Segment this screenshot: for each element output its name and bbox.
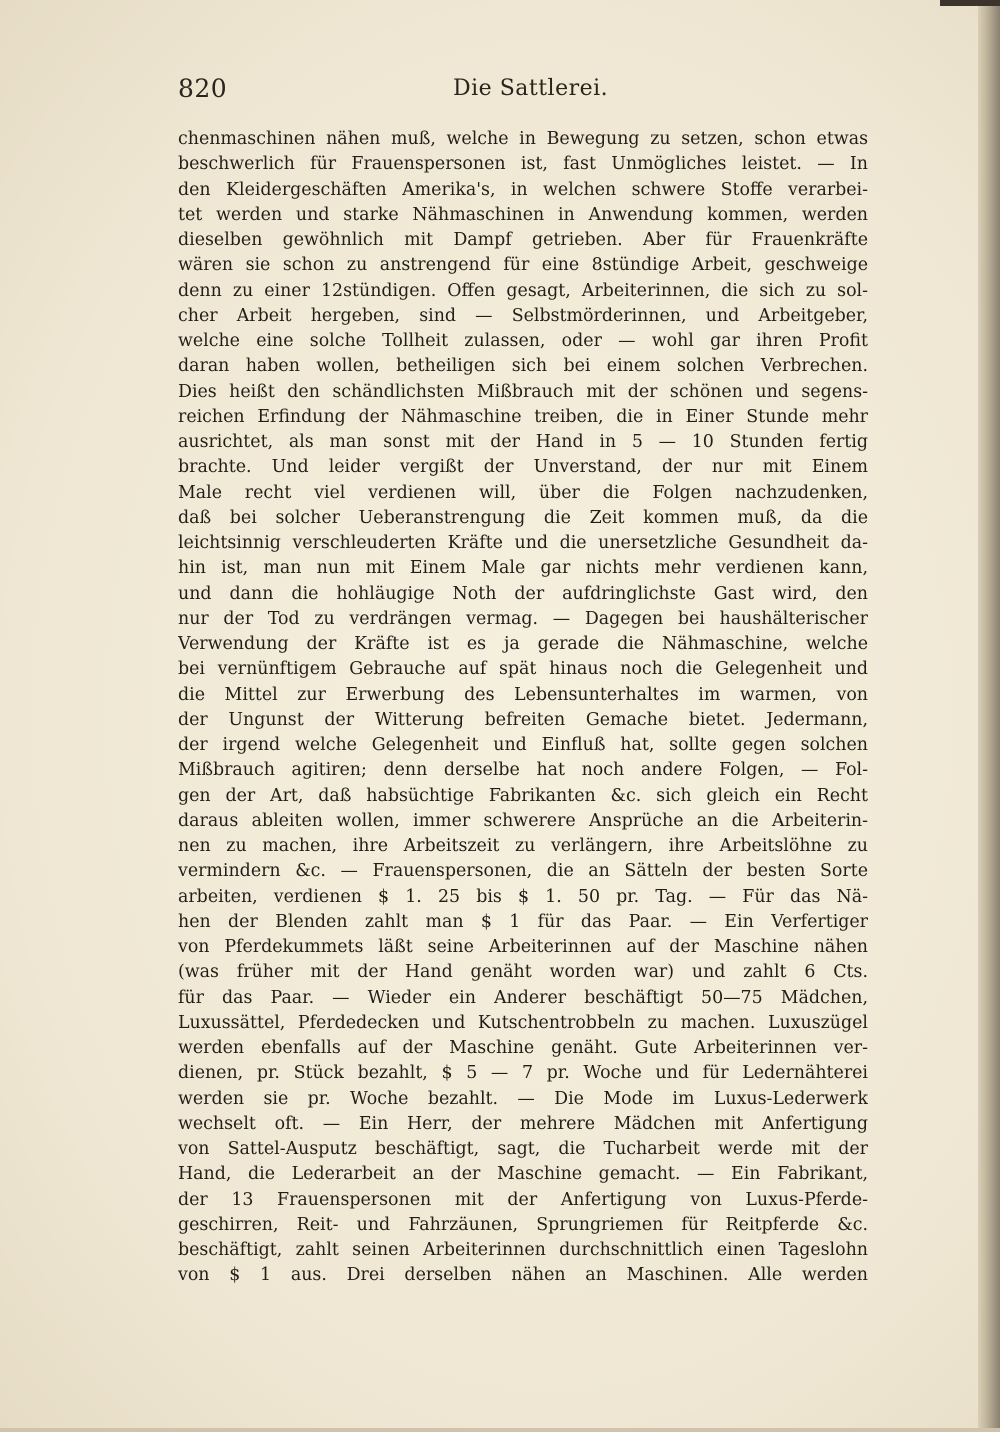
text-line: cher Arbeit hergeben, sind — Selbstmörderinnen, und Arbeitgeber, xyxy=(178,305,868,326)
text-line: welche eine solche Tollheit zulassen, oder — wohl gar ihren Profit xyxy=(178,331,868,351)
text-line: für das Paar. — Wieder ein Anderer beschäftigt 50—75 Mädchen, xyxy=(178,987,868,1008)
text-line: nen zu machen, ihre Arbeitszeit zu verlängern, ihre Arbeitslöhne zu xyxy=(178,836,868,856)
text-line: gen der Art, daß habsüchtige Fabrikanten &c. sich gleich ein Recht xyxy=(178,785,868,806)
text-line: geschirren, Reit- und Fahrzäunen, Sprungriemen für Reitpferde &c. xyxy=(178,1214,868,1235)
text-line: wären sie schon zu anstrengend für eine 8stündige Arbeit, geschweige xyxy=(178,255,868,276)
text-line: und dann die hohläugige Noth der aufdringlichste Gast wird, den xyxy=(178,583,868,604)
text-line: tet werden und starke Nähmaschinen in Anwendung kommen, werden xyxy=(178,204,868,225)
page-header xyxy=(178,74,868,114)
running-title: Die Sattlerei. xyxy=(453,76,609,101)
text-line: brachte. Und leider vergißt der Unverstand, der nur mit Einem xyxy=(178,457,868,478)
body-text xyxy=(178,127,868,1289)
text-line: daß bei solcher Ueberanstrengung die Zeit kommen muß, da die xyxy=(178,507,868,528)
text-line: daran haben wollen, betheiligen sich bei einem solchen Verbrechen. xyxy=(178,356,868,377)
text-line: dienen, pr. Stück bezahlt, $ 5 — 7 pr. Woche und für Ledernähterei xyxy=(178,1063,868,1084)
text-line: hin ist, man nun mit Einem Male gar nichts mehr verdienen kann, xyxy=(178,558,868,579)
text-line: werden ebenfalls auf der Maschine genäht. Gute Arbeiterinnen ver- xyxy=(178,1038,868,1058)
text-line: wechselt oft. — Ein Herr, der mehrere Mädchen mit Anfertigung xyxy=(178,1113,868,1134)
text-line: von Pferdekummets läßt seine Arbeiterinnen auf der Maschine nähen xyxy=(178,937,868,957)
text-line: beschwerlich für Frauenspersonen ist, fast Unmögliches leistet. — In xyxy=(178,154,868,175)
text-line: von Sattel-Ausputz beschäftigt, sagt, die Tucharbeit werde mit der xyxy=(178,1139,868,1159)
text-line: Verwendung der Kräfte ist es ja gerade die Nähmaschine, welche xyxy=(178,634,868,654)
text-line: Hand, die Lederarbeit an der Maschine gemacht. — Ein Fabrikant, xyxy=(178,1164,868,1185)
text-line: den Kleidergeschäften Amerika's, in welchen schwere Stoffe verarbei- xyxy=(178,179,868,200)
text-line: arbeiten, verdienen $ 1. 25 bis $ 1. 50 pr. Tag. — Für das Nä- xyxy=(178,886,868,907)
page-number: 820 xyxy=(178,74,228,103)
text-line: Luxussättel, Pferdedecken und Kutschentrobbeln zu machen. Luxuszügel xyxy=(178,1012,868,1033)
text-line: ausrichtet, als man sonst mit der Hand in 5 — 10 Stunden fertig xyxy=(178,432,868,452)
text-line: Dies heißt den schändlichsten Mißbrauch mit der schönen und segens- xyxy=(178,381,868,402)
text-line: nur der Tod zu verdrängen vermag. — Dagegen bei haushälterischer xyxy=(178,608,868,629)
text-line: dieselben gewöhnlich mit Dampf getrieben. Aber für Frauenkräfte xyxy=(178,230,868,250)
text-line: hen der Blenden zahlt man $ 1 für das Paar. — Ein Verfertiger xyxy=(178,911,868,932)
text-line: der 13 Frauenspersonen mit der Anfertigung von Luxus-Pferde- xyxy=(178,1189,868,1210)
text-line: denn zu einer 12stündigen. Offen gesagt, Arbeiterinnen, die sich zu sol- xyxy=(178,280,868,301)
text-line: bei vernünftigem Gebrauche auf spät hinaus noch die Gelegenheit und xyxy=(178,659,868,680)
page-edge-mark xyxy=(940,0,1000,6)
text-line: daraus ableiten wollen, immer schwerere Ansprüche an die Arbeiterin- xyxy=(178,810,868,831)
text-line: (was früher mit der Hand genäht worden war) und zahlt 6 Cts. xyxy=(178,962,868,983)
text-line: Mißbrauch agitiren; denn derselbe hat noch andere Folgen, — Fol- xyxy=(178,760,868,781)
text-line: leichtsinnig verschleuderten Kräfte und die unersetzliche Gesundheit da- xyxy=(178,533,868,553)
text-line: der irgend welche Gelegenheit und Einfluß hat, sollte gegen solchen xyxy=(178,735,868,755)
page-edge-shadow xyxy=(978,0,1000,1432)
text-line: Male recht viel verdienen will, über die Folgen nachzudenken, xyxy=(178,482,868,503)
text-line: reichen Erfindung der Nähmaschine treiben, die in Einer Stunde mehr xyxy=(178,406,868,427)
text-line: beschäftigt, zahlt seinen Arbeiterinnen durchschnittlich einen Tageslohn xyxy=(178,1240,868,1260)
text-line: chenmaschinen nähen muß, welche in Bewegung zu setzen, schon etwas xyxy=(178,129,868,149)
text-line: von $ 1 aus. Drei derselben nähen an Maschinen. Alle werden xyxy=(178,1265,868,1286)
text-line: vermindern &c. — Frauenspersonen, die an Sätteln der besten Sorte xyxy=(178,861,868,882)
page-bottom-edge xyxy=(0,1428,1000,1432)
text-line: werden sie pr. Woche bezahlt. — Die Mode im Luxus-Lederwerk xyxy=(178,1088,868,1109)
text-line: die Mittel zur Erwerbung des Lebensunterhaltes im warmen, von xyxy=(178,684,868,705)
text-line: der Ungunst der Witterung befreiten Gemache bietet. Jedermann, xyxy=(178,709,868,730)
